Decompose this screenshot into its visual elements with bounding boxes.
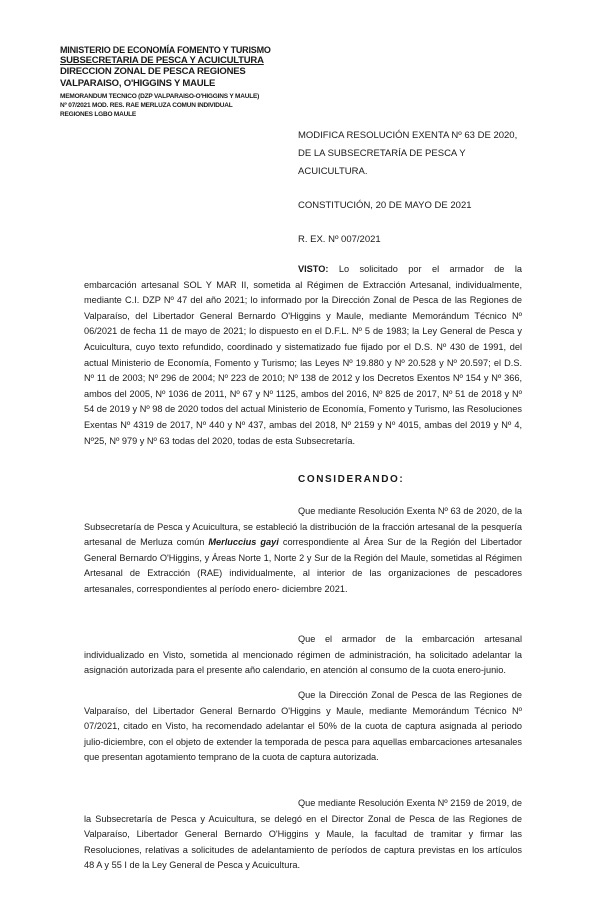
letterhead-memo-line-1: MEMORANDUM TECNICO (DZP VALPARAISO-O'HIGGINS Y MAULE) (60, 93, 260, 100)
resolution-number: R. EX. Nº 007/2021 (298, 234, 381, 245)
letterhead (60, 45, 320, 119)
considerando-heading: CONSIDERANDO: (298, 474, 405, 485)
letterhead-direccion: DIRECCION ZONAL DE PESCA REGIONES (60, 66, 246, 77)
letterhead-memo-line-3: REGIONES LGBO MAULE (60, 111, 137, 118)
letterhead-subsecretaria: SUBSECRETARIA DE PESCA Y ACUICULTURA (60, 55, 264, 66)
letterhead-memo-line-2: Nº 07/2021 MOD. RES. RAE MERLUZA COMUN INDIVIDUAL (60, 102, 233, 109)
visto-text: Lo solicitado por el armador de la embarcación artesanal SOL Y MAR II, sometida al Régimen de Extracción Artesanal, individualmente, mediante C.I. DZP Nº 47 del año 2021; lo informado por la Dirección Zonal de Pesca de las Regiones de Valparaíso, del Libertador General Bernardo O'Higgins y Maule, mediante Memorándum Técnico Nº 06/2021 de fecha 11 de mayo de 2021; lo dispuesto en el D.F.L. Nº 5 de 1983; la Ley General de Pesca y Acuicultura, cuyo texto refundido, coordinado y sistematizado fue fijado por el D.S. Nº 430 de 1991, del actual Ministerio de Economía, Fomento y Turismo; las Leyes Nº 19.880 y Nº 20.528 y Nº 20.597; el D.S. Nº 11 de 2003; Nº 296 de 2004; Nº 223 de 2010; Nº 138 de 2012 y los Decretos Exentos Nº 154 y Nº 366, ambos del 2005, Nº 1036 de 2011, Nº 67 y Nº 1125, ambos del 2016, Nº 825 de 2017, Nº 51 de 2018 y Nº 54 de 2019 y Nº 98 de 2020 todos del actual Ministerio de Economía, Fomento y Turismo, las Resoluciones Exentas Nº 4319 de 2017, Nº 440 y Nº 437, ambas del 2018, Nº 2159 y Nº 4015, ambas del 2019 y Nº 4, Nº25, Nº 979 y Nº 63 todas del 2020, todas de esta Subsecretaría. (84, 264, 522, 446)
letterhead-ministry: MINISTERIO DE ECONOMÍA FOMENTO Y TURISMO (60, 45, 271, 55)
considerando-3-text: Que la Dirección Zonal de Pesca de las Regiones de Valparaíso, del Libertador General Bernardo O'Higgins y Maule, mediante Memorándum Técnico Nº 07/2021, citado en Visto, ha recomendado adelantar el 50% de la cuota de captura asignada al periodo julio-diciembre, con el objeto de extender la temporada de pesca para aquellas embarcaciones artesanales que presentan agotamiento temprano de la cuota de captura autorizada. (84, 690, 522, 763)
considerando-1-text-b: correspondiente al Área Sur de la Región del Libertador General Bernardo O'Higgins, y Áreas Norte 1, Norte 2 y Sur de la Región del Maule, sometidas al Régimen Artesanal de Extracción (RAE) individualmente, al interior de las organizaciones de pescadores artesanales, correspondientes al período enero- diciembre 2021. (84, 537, 522, 594)
visto-label: VISTO: (298, 264, 329, 274)
date-line: CONSTITUCIÓN, 20 DE MAYO DE 2021 (298, 200, 472, 211)
species-name: Merluccius gayi (208, 537, 279, 548)
visto-paragraph (84, 262, 522, 449)
considerando-1-text-a: Que mediante Resolución Exenta Nº 63 de 2020, de la Subsecretaría de Pesca y Acuicultura, se estableció la distribución de la fracción artesanal de la pesquería artesanal de Merluza común (84, 506, 522, 548)
considerando-paragraph-3 (84, 688, 522, 766)
considerando-paragraph-2 (84, 632, 522, 679)
considerando-paragraph-4 (84, 796, 522, 874)
considerando-2-text: Que el armador de la embarcación artesanal individualizado en Visto, sometida al mencionado régimen de administración, ha solicitado adelantar la asignación autorizada para el presente año calendario, en atención al consumo de la cuota enero-junio. (84, 634, 522, 676)
considerando-paragraph-1 (84, 504, 522, 598)
considerando-4-text: Que mediante Resolución Exenta Nº 2159 de 2019, de la Subsecretaría de Pesca y Acuicultura, se delegó en el Director Zonal de Pesca de las Regiones de Valparaíso, Libertador General Bernardo O'Higgins y Maule, la facultad de tramitar y firmar las Resoluciones, relativas a solicitudes de adelantamiento de períodos de captura previstas en los artículos 48 A y 55 I de la Ley General de Pesca y Acuicultura. (84, 798, 522, 871)
letterhead-regions: VALPARAISO, O'HIGGINS Y MAULE (60, 78, 216, 89)
resolution-reference: MODIFICA RESOLUCIÓN EXENTA Nº 63 DE 2020, DE LA SUBSECRETARÍA DE PESCA Y ACUICULTURA. (298, 130, 518, 177)
